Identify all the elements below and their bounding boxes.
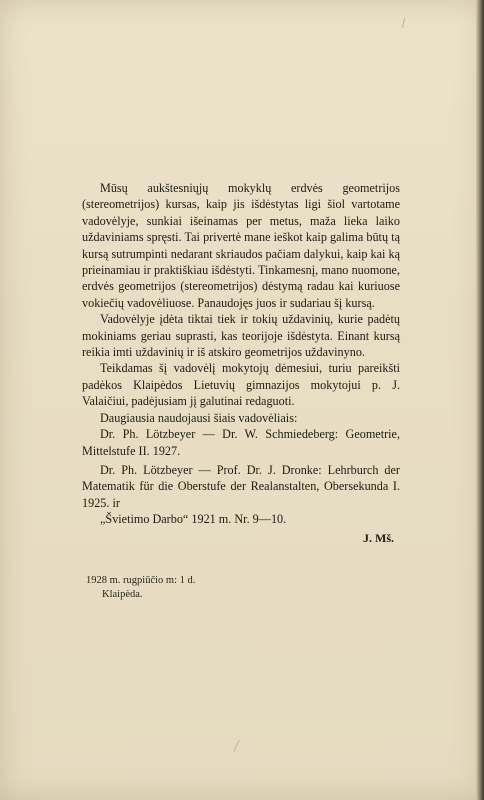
paper-speck — [402, 18, 405, 28]
page-edge-shadow — [476, 0, 484, 800]
reference-2: Dr. Ph. Lötzbeyer — Prof. Dr. J. Dronke: Lehrburch der Matematik für die Oberstufe der Realanstalten, Obersekunda I. 1925. ir — [82, 462, 400, 510]
place-and-date — [86, 574, 286, 602]
reference-1: Dr. Ph. Lötzbeyer — Dr. W. Schmiedeberg: Geometrie, Mittelstufe II. 1927. — [82, 427, 400, 458]
paper-speck — [234, 740, 240, 751]
author-signature: J. Mš. — [363, 530, 394, 545]
paragraph-1: Mūsų aukštesniųjų mokyklų erdvės geometrijos (stereometrijos) kursas, kaip jis išdėstytas ligi šiol vartotame vadovėlyje, sunkiai išeinamas per metus, maža lieka laiko uždaviniams spręsti. Tai privertė mane ieškot kaip galima būtų tą kursą sutrumpinti nedarant skriaudos pačiam dalykui, kaip kai ką prieinamiau ir praktiškiau išdėstyti. Tinkamesnį, mano nuomone, erdvės geometrijos (stereometrijos) dėstymą radau kai kuriuose vokiečių vadovėliuose. Panaudojęs juos ir sudariau šį kursą. — [82, 181, 400, 310]
paragraph-3: Teikdamas šį vadovėlį mokytojų dėmesiui, turiu pareikšti padėkos Klaipėdos Lietuvių gimnazijos mokytojui p. J. Valaičiui, padėjusiam jį galutinai redaguoti. — [82, 361, 400, 409]
date-line: 1928 m. rugpiūčio m: 1 d. — [86, 575, 196, 586]
reference-3: „Švietimo Darbo“ 1921 m. Nr. 9—10. — [100, 512, 287, 527]
preface-text — [82, 180, 400, 546]
paragraph-2: Vadovėlyje įdėta tiktai tiek ir tokių uždavinių, kurie padėtų mokiniams geriau suprasti, kas teorijoje išdėstyta. Einant kursą reikia imti uždavinių ir iš atskiro geometrijos uždavinyno. — [82, 312, 400, 360]
place-line: Klaipėda. — [102, 589, 143, 600]
paragraph-4: Daugiausia naudojausi šiais vadovėliais: — [100, 410, 298, 425]
